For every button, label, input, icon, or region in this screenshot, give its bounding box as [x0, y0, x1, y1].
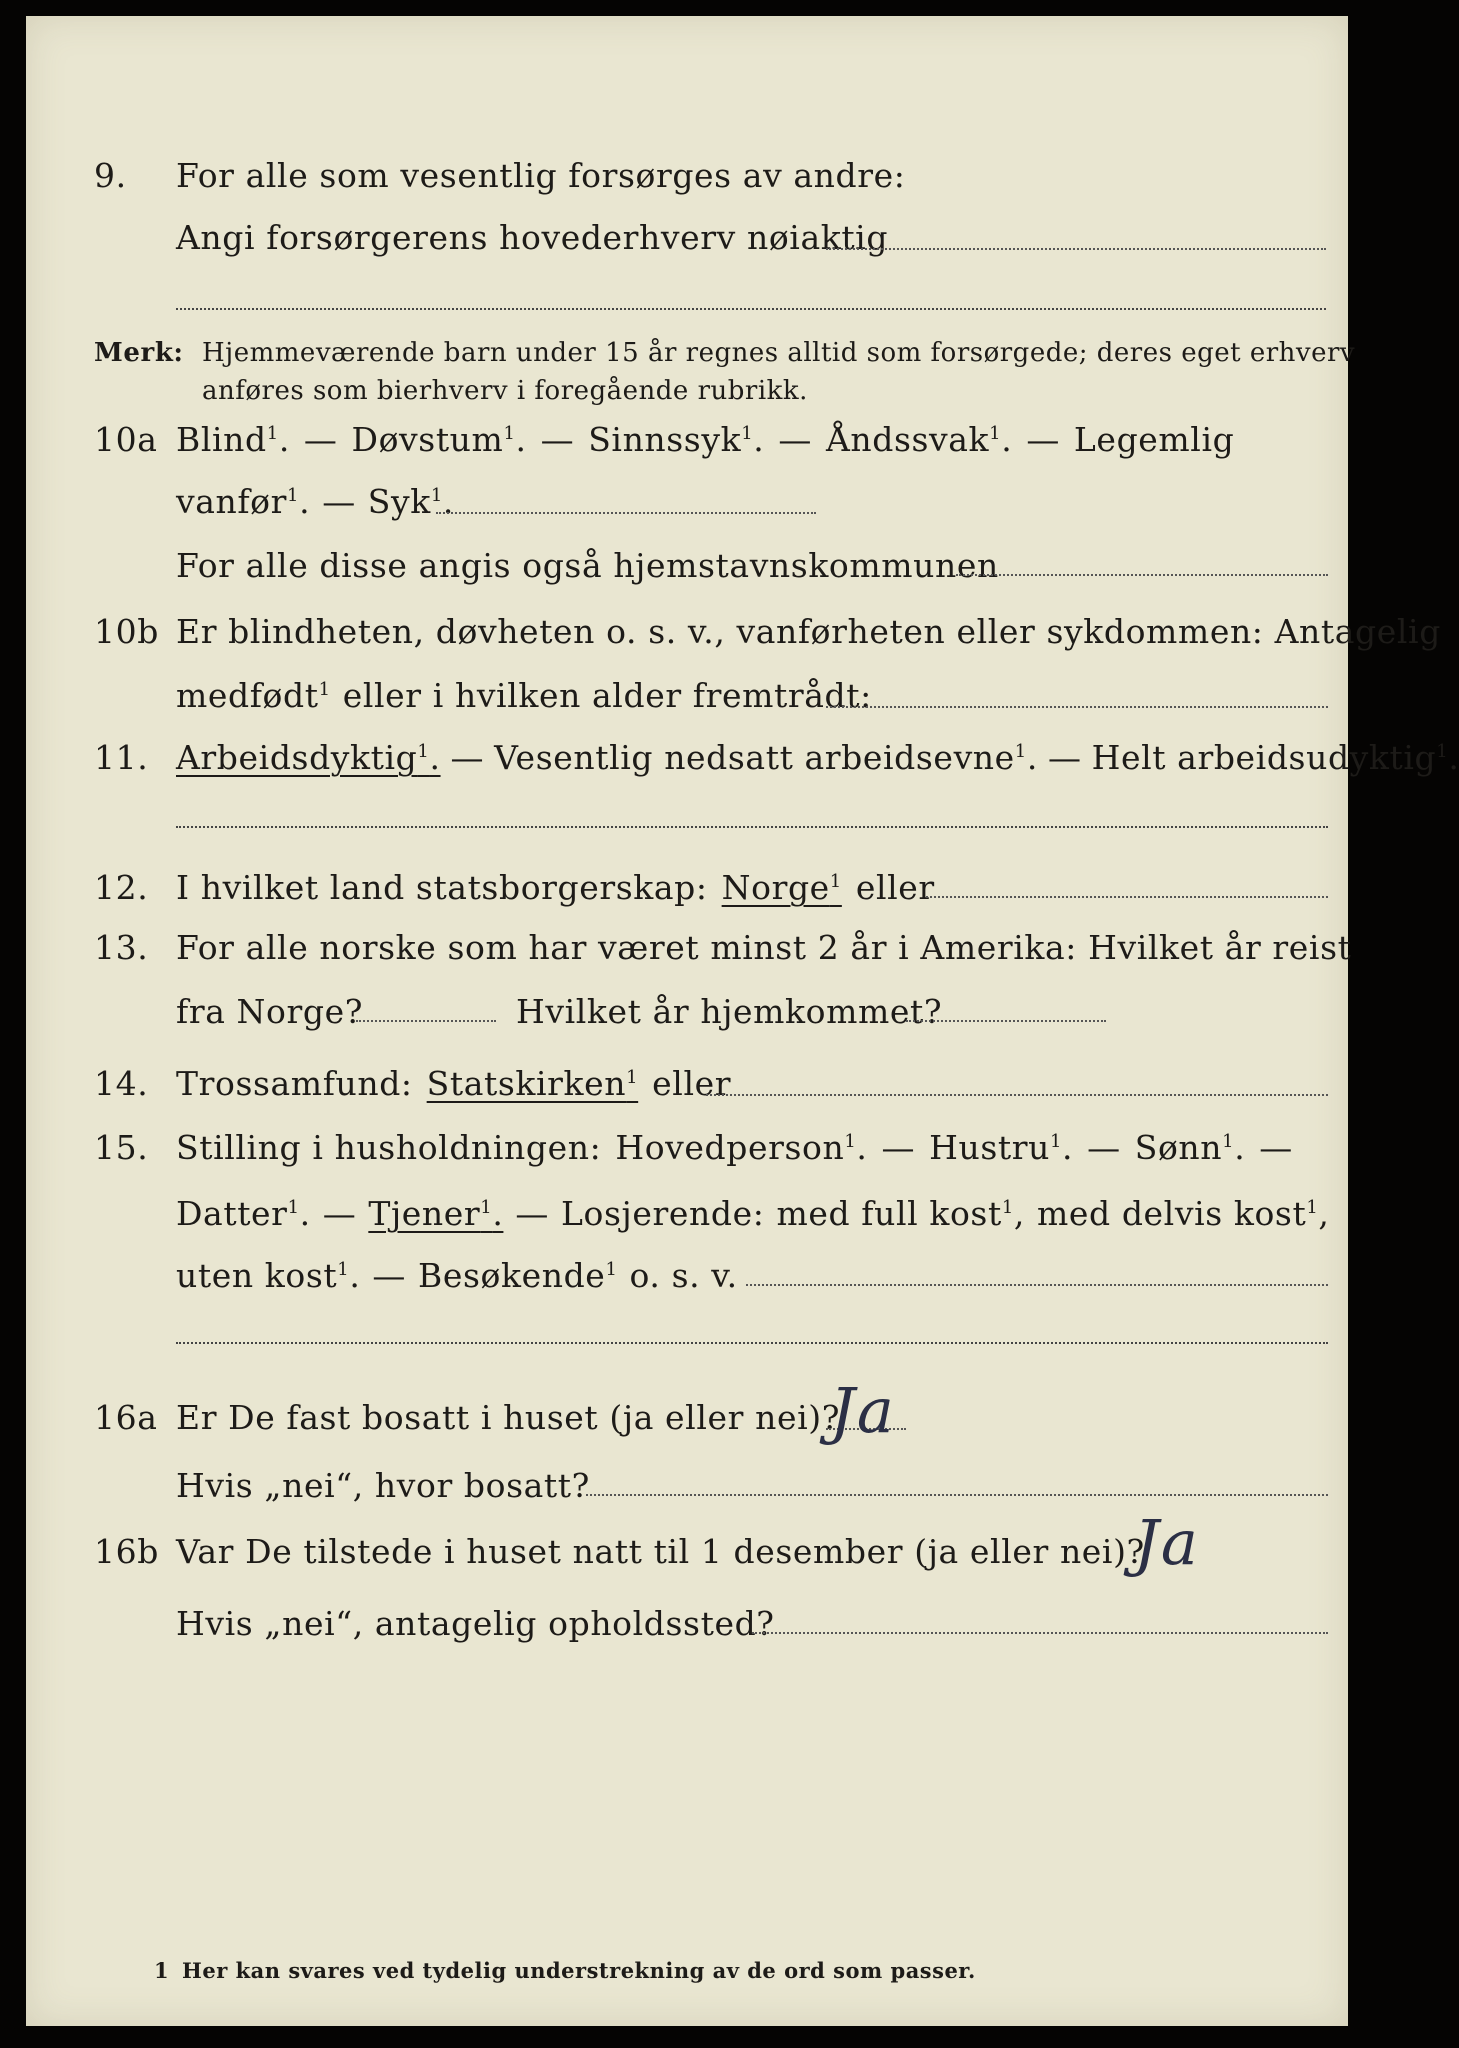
question-text: For alle som vesentlig forsørges av andre: — [176, 156, 906, 195]
option-blind[interactable]: Blind$^1$. — [176, 420, 290, 459]
option-delvis-kost[interactable]: med delvis kost$^1$, — [1036, 1194, 1330, 1233]
footnote-text: Her kan svares ved tydelig understrekning av de ord som passer. — [182, 1958, 976, 1983]
question-text: Hvilket år hjemkommet? — [516, 992, 943, 1031]
question-text: fra Norge? — [176, 992, 364, 1031]
question-text: For alle norske som har været minst 2 år i Amerika: Hvilket år reist — [176, 928, 1352, 967]
option-dovstum[interactable]: Døvstum$^1$. — [351, 420, 527, 459]
option-sinnssyk[interactable]: Sinnssyk$^1$. — [588, 420, 765, 459]
option-besokende[interactable]: Besøkende$^1$ — [418, 1256, 618, 1295]
option-vanfor[interactable]: vanfør$^1$. — [176, 482, 311, 521]
option-hovedperson[interactable]: Hovedperson$^1$. — [615, 1128, 868, 1167]
answer-line[interactable] — [176, 826, 1328, 828]
option-uten-kost[interactable]: uten kost$^1$. — [176, 1256, 361, 1295]
separator: — — [1047, 738, 1082, 777]
answer-line[interactable] — [752, 1632, 1328, 1634]
handwritten-answer[interactable]: Ja — [830, 1374, 896, 1447]
question-text: Trossamfund: — [176, 1064, 413, 1103]
question-text: Var De tilstede i huset natt til 1 desember (ja eller nei)? — [176, 1532, 1145, 1571]
option-arbeidsdyktig[interactable]: Arbeidsdyktig$^1$. — [176, 738, 441, 777]
option-hustru[interactable]: Hustru$^1$. — [929, 1128, 1074, 1167]
separator: — — [881, 1128, 916, 1167]
handwritten-answer[interactable]: Ja — [1134, 1506, 1200, 1579]
question-number: 10b — [94, 612, 159, 651]
option-arbeidsudyktig[interactable]: Helt arbeidsudyktig$^1$. — [1091, 738, 1459, 777]
scan-edge-mark — [660, 0, 672, 16]
answer-line[interactable] — [706, 1094, 1328, 1096]
answer-line[interactable] — [586, 1494, 1328, 1496]
option-norge[interactable]: Norge$^1$ — [721, 868, 842, 907]
census-form-page — [26, 16, 1459, 2026]
question-number: 16b — [94, 1532, 159, 1571]
separator: — — [540, 420, 575, 459]
answer-line[interactable] — [826, 248, 1326, 250]
separator: — — [322, 1194, 357, 1233]
separator: — — [303, 420, 338, 459]
option-full-kost[interactable]: med full kost$^1$, — [776, 1194, 1025, 1233]
answer-line[interactable] — [826, 706, 1328, 708]
answer-line[interactable] — [436, 512, 816, 514]
question-text: I hvilket land statsborgerskap: — [176, 868, 708, 907]
option-nedsatt-arbeidsevne[interactable]: Vesentlig nedsatt arbeidsevne$^1$. — [494, 738, 1038, 777]
note-label: Merk: — [94, 338, 184, 368]
separator: — — [1259, 1128, 1293, 1167]
separator: — — [1026, 420, 1060, 459]
answer-line[interactable] — [356, 1020, 496, 1022]
question-text: Er blindheten, døvheten o. s. v., vanførheten eller sykdommen: Antagelig — [176, 612, 1441, 651]
question-number: 16a — [94, 1398, 158, 1437]
question-number: 11. — [94, 738, 149, 777]
question-text: Stilling i husholdningen: — [176, 1128, 602, 1167]
separator: — — [322, 482, 356, 521]
separator: — — [515, 1194, 550, 1233]
question-text: Angi forsørgerens hovederhverv nøiaktig — [176, 218, 889, 257]
question-text: Hvis „nei“, antagelig opholdssted? — [176, 1604, 775, 1643]
separator: — — [1087, 1128, 1121, 1167]
option-datter[interactable]: Datter$^1$. — [176, 1194, 311, 1233]
question-text: Er De fast bosatt i huset (ja eller nei)? — [176, 1398, 840, 1437]
option-statskirken[interactable]: Statskirken$^1$ — [426, 1064, 639, 1103]
answer-line[interactable] — [746, 1284, 1328, 1286]
option-syk[interactable]: Syk$^1$. — [367, 482, 454, 521]
question-text: Hvis „nei“, hvor bosatt? — [176, 1466, 590, 1505]
question-number: 10a — [94, 420, 158, 459]
note-text: anføres som bierhverv i foregående rubrikk. — [202, 376, 808, 406]
question-number: 13. — [94, 928, 149, 967]
question-number: 12. — [94, 868, 149, 907]
question-text: eller — [652, 1064, 732, 1103]
option-medfodt[interactable]: medfødt$^1$ — [176, 676, 331, 715]
separator: — — [778, 420, 812, 459]
question-text: eller — [855, 868, 935, 907]
question-text: For alle disse angis også hjemstavnskommunen — [176, 546, 999, 585]
option-sonn[interactable]: Sønn$^1$. — [1134, 1128, 1246, 1167]
question-number: 14. — [94, 1064, 149, 1103]
separator: — — [372, 1256, 407, 1295]
option-andssvak[interactable]: Åndssvak$^1$. — [825, 420, 1013, 459]
answer-line[interactable] — [926, 896, 1328, 898]
question-number: 9. — [94, 156, 127, 195]
answer-line[interactable] — [956, 574, 1328, 576]
answer-line[interactable] — [906, 1020, 1106, 1022]
question-text: o. s. v. — [629, 1256, 738, 1295]
question-number: 15. — [94, 1128, 149, 1167]
footnote-mark: 1 — [154, 1958, 170, 1983]
question-text: Losjerende: — [561, 1194, 765, 1233]
option-legemlig[interactable]: Legemlig — [1073, 420, 1235, 459]
option-tjener[interactable]: Tjener$^1$. — [368, 1194, 504, 1233]
question-text: eller i hvilken alder fremtrådt: — [342, 676, 872, 715]
note-text: Hjemmeværende barn under 15 år regnes alltid som forsørgede; deres eget erhverv — [202, 338, 1356, 368]
answer-line[interactable] — [176, 308, 1326, 310]
separator: — — [450, 738, 485, 777]
answer-line[interactable] — [176, 1342, 1328, 1344]
